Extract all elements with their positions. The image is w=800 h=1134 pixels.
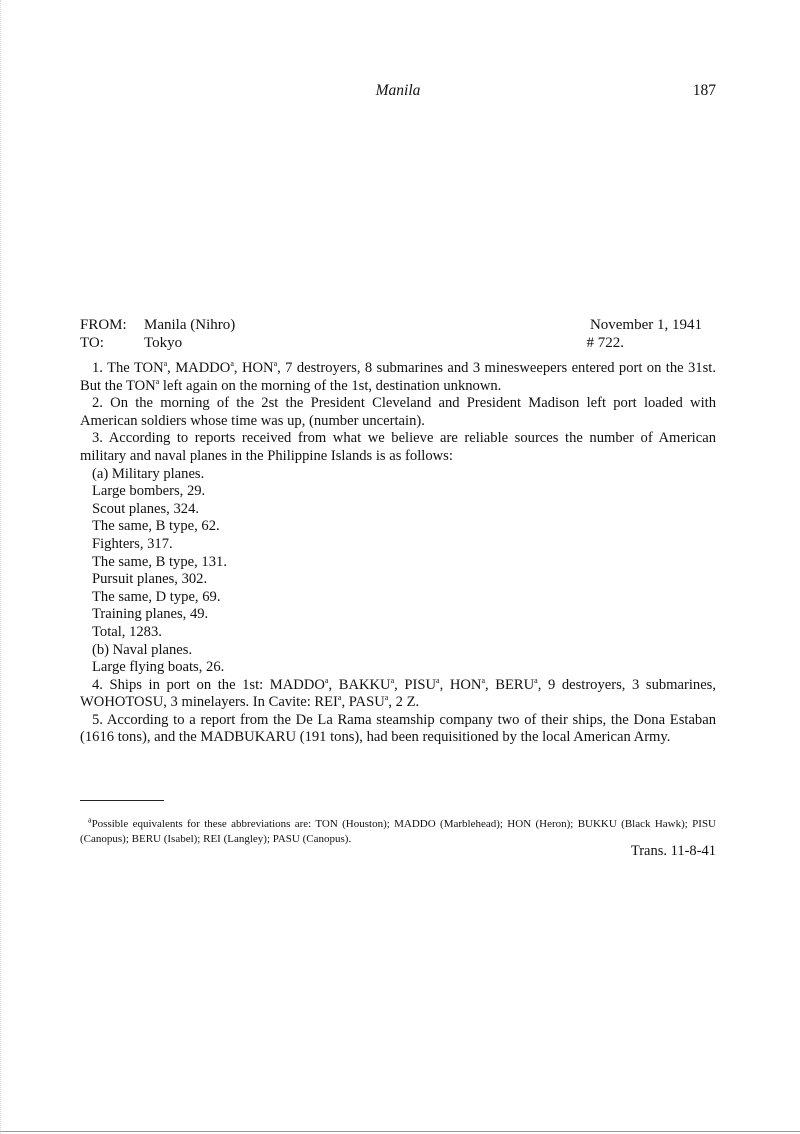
to-value: Tokyo bbox=[144, 335, 183, 351]
footnote-marker: a bbox=[155, 376, 160, 386]
para4-text: , BERU bbox=[485, 676, 535, 693]
para1-text: 1. The TON bbox=[92, 360, 164, 376]
scan-bottom-edge bbox=[0, 1131, 800, 1132]
footnote-marker: a bbox=[337, 693, 342, 703]
footnote-marker: a bbox=[384, 693, 389, 703]
message-body bbox=[80, 360, 716, 747]
list-item: Scout planes, 324. bbox=[92, 500, 200, 517]
paragraph-3: 3. According to reports received from what we believe are reliable sources the number of American military and naval planes in the Philippine Islands is as follows: bbox=[80, 430, 716, 464]
list-item: Fighters, 317. bbox=[92, 535, 173, 552]
para4-text: , PISU bbox=[394, 676, 437, 693]
list-item: Large flying boats, 26. bbox=[92, 659, 225, 676]
footnote-marker: a bbox=[481, 675, 485, 685]
to-label: TO: bbox=[80, 335, 104, 351]
footnote-marker: a bbox=[324, 675, 329, 685]
page-number: 187 bbox=[692, 82, 716, 99]
from-value: Manila (Nihro) bbox=[144, 317, 236, 333]
para4-text: , BAKKU bbox=[328, 676, 391, 693]
footnote-rule bbox=[80, 800, 164, 801]
list-item: The same, B type, 62. bbox=[92, 518, 220, 535]
list-item: (a) Military planes. bbox=[92, 465, 205, 482]
para1-text: left again on the morning of the 1st, destination unknown. bbox=[159, 377, 502, 394]
translation-date: Trans. 11-8-41 bbox=[630, 843, 716, 859]
footnote-marker: a bbox=[163, 359, 168, 369]
para4-text: , 2 Z. bbox=[388, 694, 420, 711]
footnote bbox=[80, 817, 716, 847]
message-header bbox=[80, 316, 702, 352]
para4-text: , PASU bbox=[341, 694, 385, 711]
list-item: The same, B type, 131. bbox=[92, 553, 227, 570]
paragraph-2: 2. On the morning of the 2st the President Cleveland and President Madison left port loaded with American soldiers whose time was up, (number uncertain). bbox=[80, 395, 716, 429]
message-number: # 722. bbox=[586, 335, 624, 351]
list-item: The same, D type, 69. bbox=[92, 588, 221, 605]
paragraph-5: 5. According to a report from the De La Rama steamship company two of their ships, the Dona Estaban (1616 tons), and the MADBUKARU (191 tons), had been requisitioned by the local American Army. bbox=[80, 711, 716, 746]
list-item: (b) Naval planes. bbox=[92, 641, 193, 658]
footnote-marker: a bbox=[273, 359, 278, 369]
list-item: Large bombers, 29. bbox=[92, 483, 206, 500]
para4-text: 4. Ships in port on the 1st: MADDO bbox=[92, 676, 325, 693]
footnote-marker: a bbox=[390, 675, 395, 685]
footnote-marker: a bbox=[230, 359, 234, 369]
to-row bbox=[80, 334, 702, 352]
para1-text: , MADDO bbox=[167, 360, 231, 376]
list-item: Training planes, 49. bbox=[92, 606, 209, 623]
list-item: Total, 1283. bbox=[92, 623, 162, 640]
para1-text: , HON bbox=[233, 360, 274, 376]
footnote-marker: a bbox=[88, 815, 92, 825]
list-item: Pursuit planes, 302. bbox=[92, 571, 208, 588]
footnote-marker: a bbox=[534, 675, 538, 685]
paragraph-4 bbox=[80, 677, 716, 712]
footnote-marker: a bbox=[436, 675, 440, 685]
para4-text: , 9 destroyers, 3 submarines, WOHOTOSU, 3 minelayers. In Cavite: REI bbox=[80, 676, 717, 711]
running-head-title: Manila bbox=[375, 82, 421, 99]
from-row bbox=[80, 316, 702, 334]
para1-text: , 7 destroyers, 8 submarines and 3 minesweepers entered port on the 31st. But the TON bbox=[80, 360, 716, 394]
running-head bbox=[80, 82, 716, 104]
paragraph-1 bbox=[80, 360, 716, 395]
from-label: FROM: bbox=[80, 317, 127, 333]
plane-list bbox=[80, 466, 716, 677]
scan-edge-dots bbox=[0, 0, 2, 1134]
para4-text: , HON bbox=[439, 676, 482, 693]
message-date: November 1, 1941 bbox=[589, 317, 702, 333]
footnote-text: Possible equivalents for these abbreviations are: TON (Houston); MADDO (Marblehead); HON (Heron); BUKKU (Black Hawk); PISU (Canopus); BERU (Isabel); REI (Langley); PASU (Canopus). bbox=[80, 818, 716, 845]
